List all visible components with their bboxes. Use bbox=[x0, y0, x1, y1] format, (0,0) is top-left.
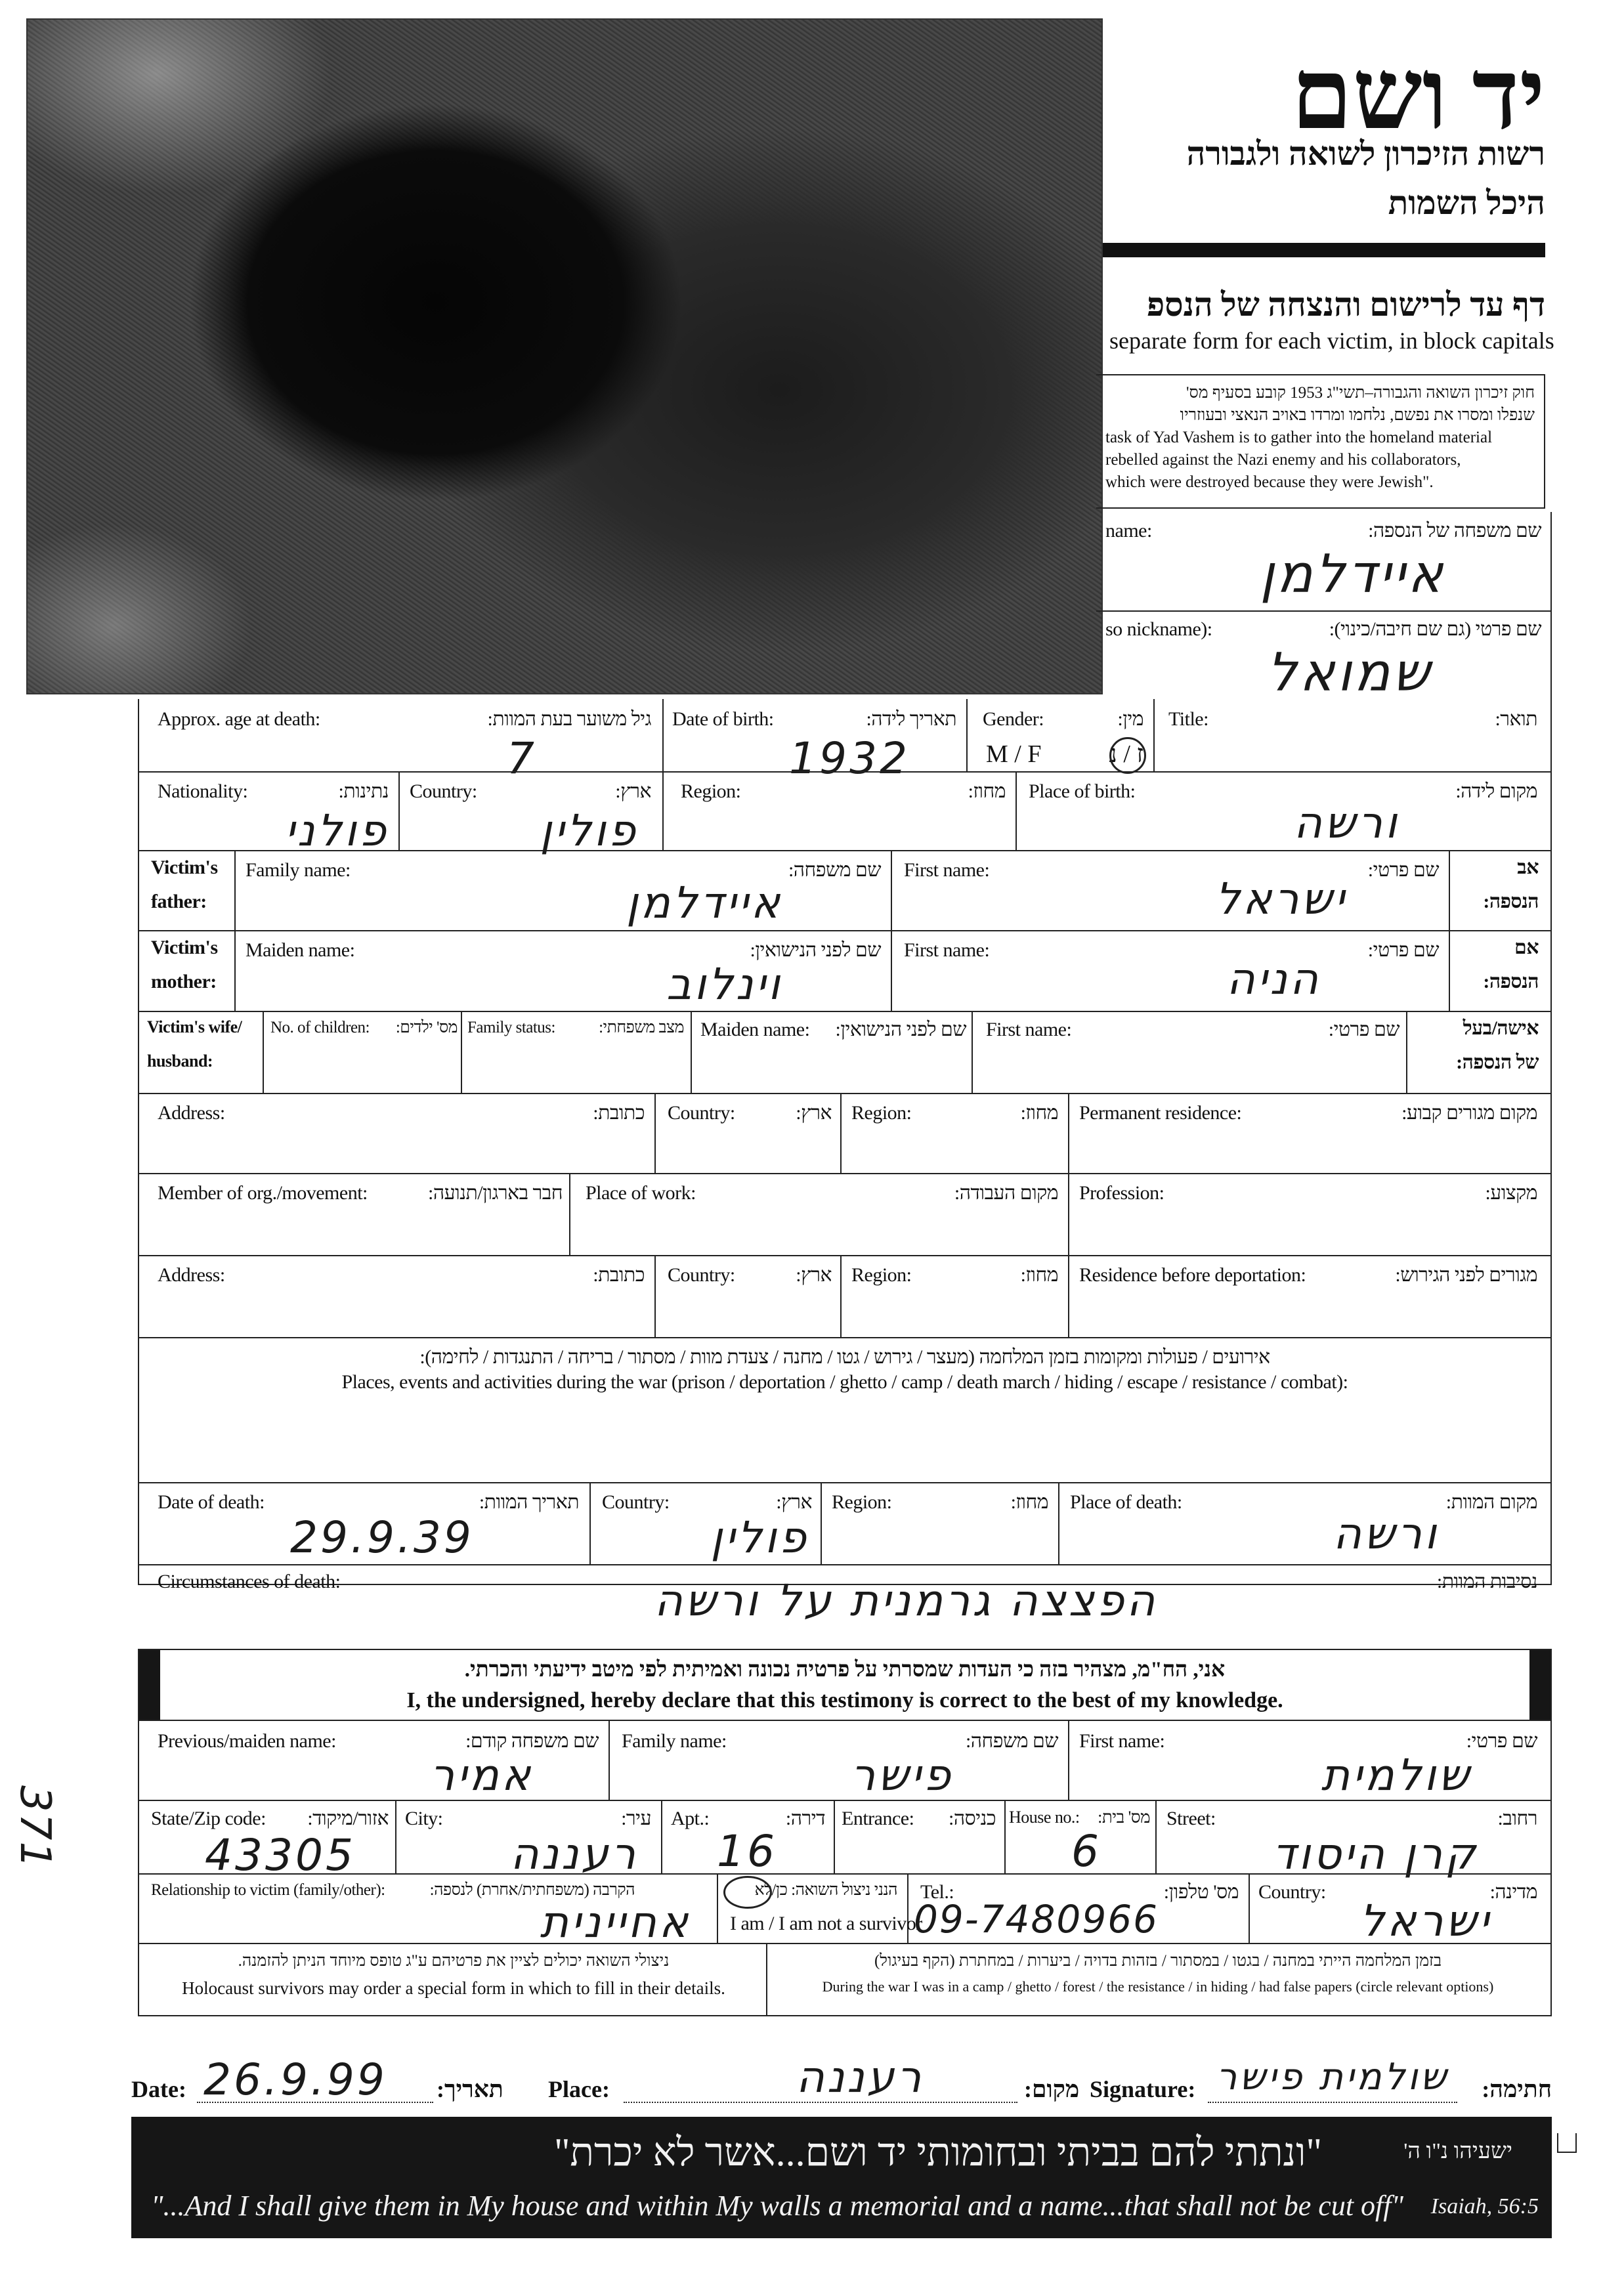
org-label-en: Member of org./movement: bbox=[158, 1182, 368, 1204]
perm-res-label-he: מקום מגורים קבוע: bbox=[1401, 1102, 1537, 1124]
footer-he-quote: "ונתתי להם בביתי ובחומותי יד ושם...אשר לא יכרת" bbox=[553, 2131, 1322, 2174]
sub-family-value: פישר bbox=[851, 1750, 953, 1800]
sub-first-label-en: First name: bbox=[1079, 1730, 1165, 1752]
declaration-he: אני, הח"מ, מצהיר בזה כי העדות שמסרתי על פרטיה נכונה ואמיתית לפי מיטב ידיעתי והכרתי. bbox=[464, 1658, 1226, 1682]
city-value: רעננה bbox=[510, 1829, 638, 1879]
father-first-value: ישראל bbox=[1215, 874, 1347, 924]
dep-region-label-he: מחוז: bbox=[1020, 1264, 1058, 1286]
date-value: 26.9.99 bbox=[203, 2054, 387, 2105]
tel-value: 09-7480966 bbox=[914, 1897, 1159, 1942]
mother-first-label-en: First name: bbox=[904, 939, 990, 961]
gender-label-he: מין: bbox=[1117, 708, 1143, 730]
father-first-label-en: First name: bbox=[904, 859, 990, 881]
footer-he-ref: ישעיהו נ"ו ה' bbox=[1403, 2139, 1512, 2163]
declaration-en: I, the undersigned, hereby declare that this testimony is correct to the best of my knowledge. bbox=[406, 1688, 1283, 1712]
street-label-he: רחוב: bbox=[1497, 1808, 1537, 1829]
footer-band bbox=[131, 2117, 1552, 2238]
tel-label-he: מס' טלפון: bbox=[1163, 1881, 1239, 1903]
submitter-form bbox=[138, 1721, 1552, 2016]
footer-en-quote: "...And I shall give them in My house and within My walls a memorial and a name...that shall not be cut off" bbox=[151, 2190, 1403, 2222]
gender-mf: M / F bbox=[986, 740, 1042, 768]
country-label-he: ארץ: bbox=[615, 780, 651, 802]
street-label-en: Street: bbox=[1166, 1808, 1216, 1829]
victim-family-value: איידלמן bbox=[1260, 543, 1445, 605]
perm-region-label-he: מחוז: bbox=[1020, 1102, 1058, 1124]
row-submitter-names bbox=[139, 1721, 1550, 1800]
row-age bbox=[139, 699, 1550, 784]
death-date-label-he: תאריך המוות: bbox=[479, 1491, 579, 1513]
row-father bbox=[139, 850, 1550, 930]
perm-country-label-he: ארץ: bbox=[796, 1102, 832, 1124]
spouse-side-he-1: אישה/בעל bbox=[1463, 1017, 1539, 1039]
survivor-label-he: הנני ניצול השואה: כן/לא bbox=[754, 1881, 897, 1899]
father-family-label-en: Family name: bbox=[246, 859, 351, 881]
perm-res-label-en: Permanent residence: bbox=[1079, 1102, 1242, 1124]
profession-label-en: Profession: bbox=[1079, 1182, 1165, 1204]
signoff-row bbox=[131, 2041, 1552, 2114]
signature-label-he: חתימה: bbox=[1482, 2076, 1552, 2102]
row-nationality bbox=[139, 771, 1550, 856]
spouse-first-label-en: First name: bbox=[986, 1019, 1072, 1040]
sub-family-label-en: Family name: bbox=[622, 1730, 727, 1752]
mother-first-label-he: שם פרטי: bbox=[1367, 939, 1439, 961]
form-subtitle-en: separate form for each victim, in block capitals bbox=[1109, 328, 1554, 354]
victim-first-value: שמואל bbox=[1267, 642, 1432, 703]
spouse-first-label-he: שם פרטי: bbox=[1328, 1019, 1400, 1040]
work-place-label-en: Place of work: bbox=[586, 1182, 696, 1204]
mother-side-he-1: אם bbox=[1514, 937, 1539, 958]
gender-zn: ז / נ bbox=[1109, 740, 1143, 768]
date-label-en: Date: bbox=[131, 2076, 186, 2102]
status-label-en: Family status: bbox=[467, 1019, 555, 1036]
law-en-3: which were destroyed because they were Jewish". bbox=[1105, 473, 1434, 491]
house-value: 6 bbox=[1071, 1826, 1101, 1877]
death-place-label-he: מקום המוות: bbox=[1445, 1491, 1537, 1513]
yad-vashem-title: יד ושם bbox=[1291, 41, 1545, 150]
death-place-value: ורשה bbox=[1333, 1508, 1439, 1559]
law-he-1: חוק זיכרון השואה והגבורה–תשי"ג 1953 קובע בסעיף מס' bbox=[1186, 384, 1535, 402]
header-line2: היכל השמות bbox=[1388, 184, 1545, 221]
death-country-label-en: Country: bbox=[602, 1491, 670, 1513]
sub-country-value: ישראל bbox=[1359, 1896, 1491, 1946]
country-value: פולין bbox=[540, 805, 638, 856]
death-date-value: 29.9.39 bbox=[290, 1512, 474, 1563]
dep-country-label-en: Country: bbox=[668, 1264, 735, 1286]
sub-country-label-en: Country: bbox=[1258, 1881, 1326, 1903]
father-family-value: איידלמן bbox=[626, 878, 782, 928]
row-before-deportation bbox=[139, 1255, 1550, 1337]
street-value: קרן היסוד bbox=[1272, 1829, 1478, 1879]
father-side-he-1: אב bbox=[1517, 857, 1539, 878]
pob-label-he: מקום לידה: bbox=[1455, 780, 1537, 802]
row-events bbox=[139, 1337, 1550, 1482]
notes-left-he: ניצולי השואה יכולים לציין את פרטיהם ע"ג טופס מיוחד הניתן להזמנה. bbox=[238, 1952, 670, 1970]
sub-first-label-he: שם פרטי: bbox=[1466, 1730, 1537, 1752]
law-he-2: שנפלו ומסרו את נפשם, נלחמו ומרדו באויב הנאצי ובעוזריו bbox=[1180, 406, 1535, 424]
title-label-he: תואר: bbox=[1495, 708, 1537, 730]
circ-label-he: נסיבות המוות: bbox=[1436, 1571, 1537, 1592]
death-place-label-en: Place of death: bbox=[1070, 1491, 1182, 1513]
age-label-he: גיל משוער בעת המוות: bbox=[487, 708, 651, 730]
dep-country-label-he: ארץ: bbox=[796, 1264, 832, 1286]
death-region-label-he: מחוז: bbox=[1010, 1491, 1048, 1513]
apt-label-he: דירה: bbox=[785, 1808, 825, 1829]
father-side-he-2: הנספה: bbox=[1483, 891, 1539, 912]
row-submitter-address bbox=[139, 1800, 1550, 1880]
region-label-en: Region: bbox=[681, 780, 741, 802]
father-side-en-2: father: bbox=[151, 891, 207, 912]
victim-first-label-en: so nickname): bbox=[1105, 618, 1212, 640]
dob-value: 1932 bbox=[789, 733, 910, 784]
country-label-en: Country: bbox=[410, 780, 477, 802]
footer-en-ref: Isaiah, 56:5 bbox=[1430, 2194, 1539, 2219]
spouse-side-en-1: Victim's wife/ bbox=[147, 1017, 242, 1036]
dep-res-label-he: מגורים לפני הגירוש: bbox=[1395, 1264, 1537, 1286]
row-work bbox=[139, 1173, 1550, 1255]
house-label-he: מס' בית: bbox=[1098, 1808, 1150, 1827]
mother-side-en-2: mother: bbox=[151, 971, 217, 992]
age-label-en: Approx. age at death: bbox=[158, 708, 320, 730]
notes-right-en: During the war I was in a camp / ghetto / forest / the resistance / in hiding / had false papers (circle relevant options) bbox=[822, 1978, 1494, 1995]
spouse-maiden-label-en: Maiden name: bbox=[700, 1019, 810, 1040]
row-death bbox=[139, 1482, 1550, 1564]
dob-label-en: Date of birth: bbox=[672, 708, 774, 730]
victim-photo bbox=[26, 18, 1103, 694]
circ-label-en: Circumstances of death: bbox=[158, 1571, 341, 1592]
prev-name-label-he: שם משפחה קודם: bbox=[465, 1730, 599, 1752]
mother-first-value: הניה bbox=[1226, 954, 1321, 1004]
perm-country-label-en: Country: bbox=[668, 1102, 735, 1124]
events-label-en: Places, events and activities during the war (prison / deportation / ghetto / camp / death march / hiding / escape / resistance / combat): bbox=[341, 1371, 1348, 1393]
apt-value: 16 bbox=[717, 1826, 777, 1877]
profession-label-he: מקצוע: bbox=[1485, 1182, 1537, 1204]
dep-address-label-he: כתובת: bbox=[593, 1264, 645, 1286]
perm-address-label-he: כתובת: bbox=[593, 1102, 645, 1124]
menorah-icon bbox=[1557, 2133, 1577, 2153]
pob-value: ורשה bbox=[1293, 797, 1400, 848]
dep-region-label-en: Region: bbox=[851, 1264, 912, 1286]
apt-label-en: Apt.: bbox=[671, 1808, 710, 1829]
nationality-value: פולני bbox=[285, 805, 389, 856]
rel-label-en: Relationship to victim (family/other): bbox=[151, 1881, 385, 1899]
date-label-he: תאריך: bbox=[437, 2076, 503, 2102]
row-notes bbox=[139, 1943, 1550, 2016]
sub-country-label-he: מדינה: bbox=[1489, 1881, 1537, 1903]
rel-value: אחיינית bbox=[540, 1897, 691, 1947]
dep-address-label-en: Address: bbox=[158, 1264, 225, 1286]
events-label-he: אירועים / פעולות ומקומות בזמן המלחמה (מעצר / גירוש / גטו / מחנה / צעדת מוות / מסתור / בריחה / התנגדות / לחימה): bbox=[419, 1346, 1270, 1368]
margin-note: 371 bbox=[11, 1785, 59, 1870]
row-mother bbox=[139, 930, 1550, 1011]
title-label-en: Title: bbox=[1168, 708, 1208, 730]
victim-first-label-he: שם פרטי (גם שם חיבה/כינוי): bbox=[1329, 618, 1541, 640]
rel-label-he: הקרבה (משפחתית/אחרת) לנספה: bbox=[429, 1881, 635, 1899]
survivor-label-en: I am / I am not a survivor bbox=[730, 1913, 922, 1934]
form-title-he: דף עד לרישום והנצחה של הנספ bbox=[1146, 286, 1545, 323]
children-label-en: No. of children: bbox=[270, 1019, 370, 1036]
circ-value: הפצצה גרמנית על ורשה bbox=[654, 1575, 1158, 1626]
father-side-en-1: Victim's bbox=[151, 857, 218, 878]
tel-label-en: Tel.: bbox=[920, 1881, 954, 1903]
survivor-circle bbox=[723, 1876, 772, 1909]
zip-label-he: אזור/מיקוד: bbox=[307, 1808, 389, 1829]
city-label-he: עיר: bbox=[621, 1808, 651, 1829]
house-label-en: House no.: bbox=[1009, 1808, 1080, 1827]
death-country-value: פולין bbox=[710, 1512, 809, 1563]
nationality-label-en: Nationality: bbox=[158, 780, 248, 802]
children-label-he: מס' ילדים: bbox=[395, 1019, 458, 1036]
region-label-he: מחוז: bbox=[968, 780, 1006, 802]
law-box bbox=[1096, 374, 1545, 509]
gender-circle bbox=[1109, 737, 1146, 774]
place-label-en: Place: bbox=[548, 2076, 610, 2102]
sub-first-value: שולמית bbox=[1321, 1750, 1472, 1800]
prev-name-value: אמיר bbox=[430, 1750, 533, 1800]
victim-family-label-he: שם משפחה של הנספה: bbox=[1368, 520, 1541, 542]
zip-value: 43305 bbox=[205, 1830, 356, 1880]
header-line1: רשות הזיכרון לשואה ולגבורה bbox=[1186, 135, 1545, 172]
row-submitter-relation bbox=[139, 1873, 1550, 1947]
dob-label-he: תאריך לידה: bbox=[866, 708, 956, 730]
notes-right-he: בזמן המלחמה הייתי במחנה / בגטו / במסתור / בזהות בדויה / ביערות / במחתרת (הקף בעיגול) bbox=[874, 1952, 1442, 1970]
age-value: 7 bbox=[507, 733, 537, 784]
mother-maiden-value: וינלוב bbox=[666, 959, 782, 1009]
law-en-1: task of Yad Vashem is to gather into the homeland material bbox=[1105, 429, 1493, 446]
dep-res-label-en: Residence before deportation: bbox=[1079, 1264, 1306, 1286]
place-label-he: מקום: bbox=[1024, 2076, 1080, 2102]
perm-address-label-en: Address: bbox=[158, 1102, 225, 1124]
work-place-label-he: מקום העבודה: bbox=[954, 1182, 1058, 1204]
header-rule bbox=[1103, 243, 1545, 257]
zip-label-en: State/Zip code: bbox=[151, 1808, 266, 1829]
declaration-band bbox=[138, 1649, 1552, 1721]
spouse-side-he-2: של הנספה: bbox=[1456, 1052, 1539, 1073]
victim-family-label-en: name: bbox=[1105, 520, 1152, 542]
death-date-label-en: Date of death: bbox=[158, 1491, 265, 1513]
father-family-label-he: שם משפחה: bbox=[788, 859, 881, 881]
mother-maiden-label-he: שם לפני הנישואין: bbox=[750, 939, 881, 961]
mother-side-en-1: Victim's bbox=[151, 937, 218, 958]
gender-label-en: Gender: bbox=[983, 708, 1044, 730]
death-country-label-he: ארץ: bbox=[776, 1491, 812, 1513]
status-label-he: מצב משפחתי: bbox=[599, 1019, 684, 1036]
main-form bbox=[138, 699, 1552, 1592]
death-region-label-en: Region: bbox=[832, 1491, 892, 1513]
entrance-label-en: Entrance: bbox=[842, 1808, 914, 1829]
spouse-maiden-label-he: שם לפני הנישואין: bbox=[835, 1019, 966, 1040]
perm-region-label-en: Region: bbox=[851, 1102, 912, 1124]
prev-name-label-en: Previous/maiden name: bbox=[158, 1730, 336, 1752]
pob-label-en: Place of birth: bbox=[1029, 780, 1136, 802]
notes-left-en: Holocaust survivors may order a special form in which to fill in their details. bbox=[182, 1978, 725, 1998]
spouse-side-en-2: husband: bbox=[147, 1052, 213, 1071]
signature-value: שולמית פישר bbox=[1216, 2056, 1449, 2098]
nationality-label-he: נתינות: bbox=[338, 780, 389, 802]
victim-name-block bbox=[1096, 512, 1552, 709]
sub-family-label-he: שם משפחה: bbox=[965, 1730, 1058, 1752]
mother-maiden-label-en: Maiden name: bbox=[246, 939, 355, 961]
city-label-en: City: bbox=[405, 1808, 443, 1829]
place-value: רעננה bbox=[796, 2052, 924, 2102]
row-spouse bbox=[139, 1011, 1550, 1093]
law-en-2: rebelled against the Nazi enemy and his collaborators, bbox=[1105, 451, 1461, 469]
mother-side-he-2: הנספה: bbox=[1483, 971, 1539, 992]
signature-label-en: Signature: bbox=[1090, 2076, 1196, 2102]
father-first-label-he: שם פרטי: bbox=[1367, 859, 1439, 881]
row-permanent-residence bbox=[139, 1093, 1550, 1173]
org-label-he: חבר בארגון/תנועה: bbox=[427, 1182, 563, 1204]
entrance-label-he: כניסה: bbox=[949, 1808, 996, 1829]
